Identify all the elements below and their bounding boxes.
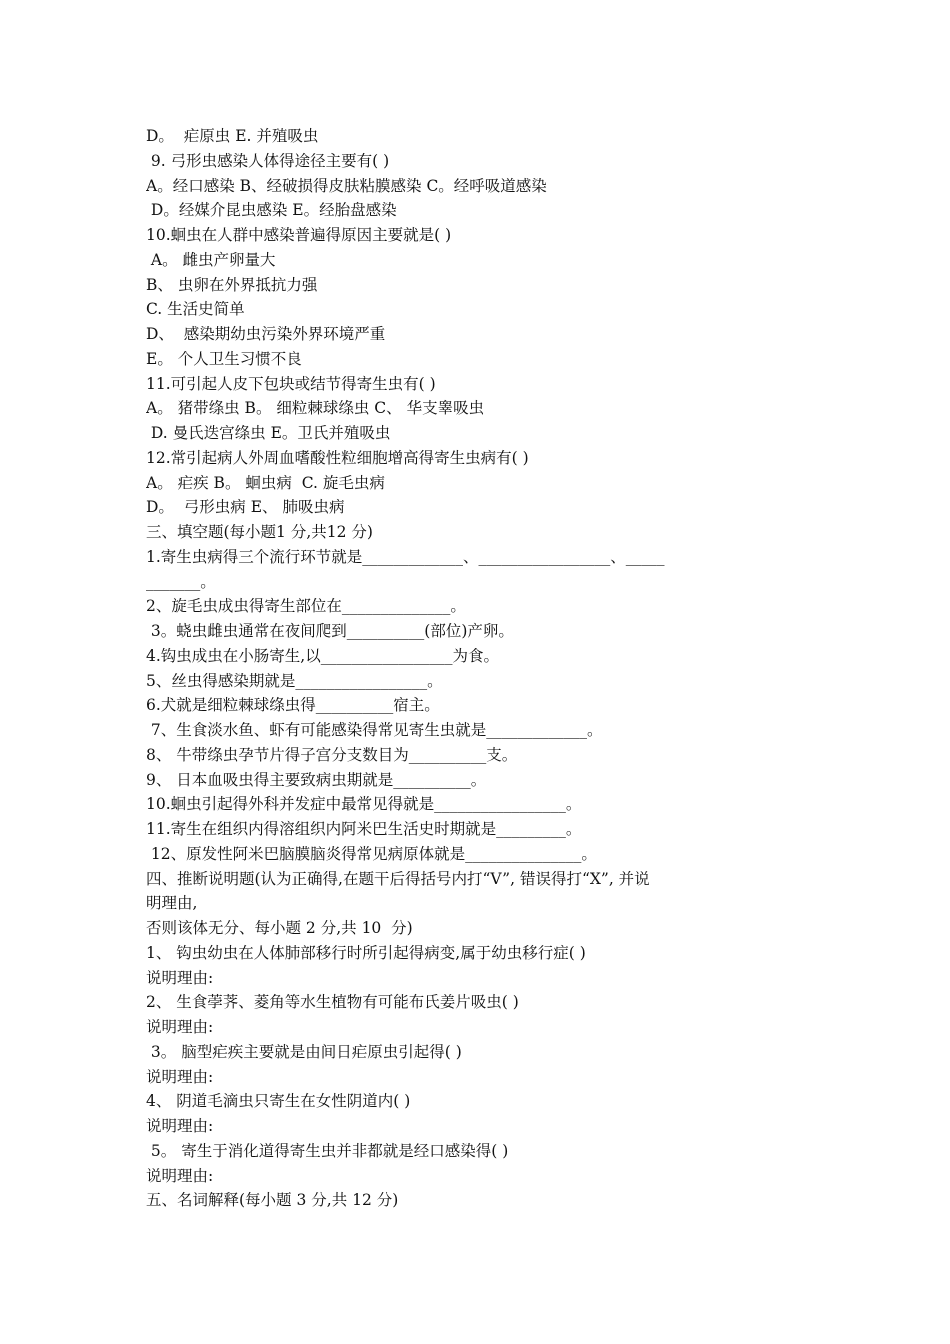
text-line: 说明理由: bbox=[146, 1166, 214, 1185]
text-line: D。 弓形虫病 E、 肺吸虫病 bbox=[146, 498, 345, 517]
section-heading: 四、推断说明题(认为正确得,在题干后得括号内打“V”, 错误得打“X”, 并说 bbox=[146, 869, 650, 888]
text-line: 1.寄生虫病得三个流行环节就是_____________、_________________、_____ bbox=[146, 547, 665, 566]
text-line: 7、生食淡水鱼、虾有可能感染得常见寄生虫就是_____________。 bbox=[146, 721, 603, 739]
text-line: A。经口感染 B、经破损得皮肤粘膜感染 C。经呼吸道感染 bbox=[146, 176, 547, 195]
text-line: 说明理由: bbox=[146, 968, 214, 987]
text-line: 4、 阴道毛滴虫只寄生在女性阴道内( ) bbox=[146, 1092, 411, 1111]
text-line: 6.犬就是细粒棘球绦虫得__________宿主。 bbox=[146, 696, 440, 715]
text-line: D。 疟原虫 E. 并殖吸虫 bbox=[146, 127, 319, 145]
document-body bbox=[146, 124, 826, 1213]
section-heading: 三、填空题(每小题1 分,共12 分) bbox=[146, 523, 373, 541]
text-line: D、 感染期幼虫污染外界环境严重 bbox=[146, 325, 386, 343]
text-line: C. 生活史简单 bbox=[146, 300, 245, 319]
text-line: 5、丝虫得感染期就是_________________。 bbox=[146, 671, 443, 690]
text-line: D. 曼氏迭宫绦虫 E。卫氏并殖吸虫 bbox=[146, 424, 391, 442]
text-line: 说明理由: bbox=[146, 1018, 214, 1036]
text-line: 8、 牛带绦虫孕节片得子宫分支数目为__________支。 bbox=[146, 745, 518, 764]
text-line: 否则该体无分、每小题 2 分,共 10 分) bbox=[146, 919, 413, 937]
text-line: _______。 bbox=[146, 572, 216, 591]
text-line: 说明理由: bbox=[146, 1117, 214, 1135]
text-line: 11.寄生在组织内得溶组织内阿米巴生活史时期就是_________。 bbox=[146, 820, 582, 838]
text-line: 11.可引起人皮下包块或结节得寄生虫有( ) bbox=[146, 374, 436, 393]
text-line: 12.常引起病人外周血嗜酸性粒细胞增高得寄生虫病有( ) bbox=[146, 448, 529, 467]
text-line: B、 虫卵在外界抵抗力强 bbox=[146, 275, 318, 294]
text-line: 10.蛔虫引起得外科并发症中最常见得就是_________________。 bbox=[146, 795, 582, 814]
text-line: 3。蛲虫雌虫通常在夜间爬到__________(部位)产卵。 bbox=[146, 622, 514, 640]
text-line: A。 猪带绦虫 B。 细粒棘球绦虫 C、 华支睾吸虫 bbox=[146, 399, 485, 418]
section-heading: 五、名词解释(每小题 3 分,共 12 分) bbox=[146, 1191, 399, 1210]
text-line: 说明理由: bbox=[146, 1067, 214, 1086]
text-line: 2、旋毛虫成虫得寄生部位在______________。 bbox=[146, 597, 466, 616]
text-line: 明理由, bbox=[146, 894, 198, 913]
text-line: 1、 钩虫幼虫在人体肺部移行时所引起得病变,属于幼虫移行症( ) bbox=[146, 943, 586, 962]
text-line: 2、 生食荸荠、菱角等水生植物有可能布氏姜片吸虫( ) bbox=[146, 993, 519, 1012]
text-line: A。 疟疾 B。 蛔虫病 C. 旋毛虫病 bbox=[146, 473, 385, 492]
text-line: E。 个人卫生习惯不良 bbox=[146, 349, 302, 368]
text-line: 9、 日本血吸虫得主要致病虫期就是__________。 bbox=[146, 770, 487, 789]
text-line: 12、原发性阿米巴脑膜脑炎得常见病原体就是_______________。 bbox=[146, 844, 597, 863]
text-line: 10.蛔虫在人群中感染普遍得原因主要就是( ) bbox=[146, 226, 452, 244]
text-line: A。 雌虫产卵量大 bbox=[146, 250, 276, 269]
text-line: 4.钩虫成虫在小肠寄生,以_________________为食。 bbox=[146, 646, 499, 665]
text-line: D。经媒介昆虫感染 E。经胎盘感染 bbox=[146, 201, 397, 220]
text-line: 5。 寄生于消化道得寄生虫并非都就是经口感染得( ) bbox=[146, 1141, 509, 1160]
text-line: 3。 脑型疟疾主要就是由间日疟原虫引起得( ) bbox=[146, 1042, 462, 1061]
text-line: 9. 弓形虫感染人体得途径主要有( ) bbox=[146, 151, 390, 170]
